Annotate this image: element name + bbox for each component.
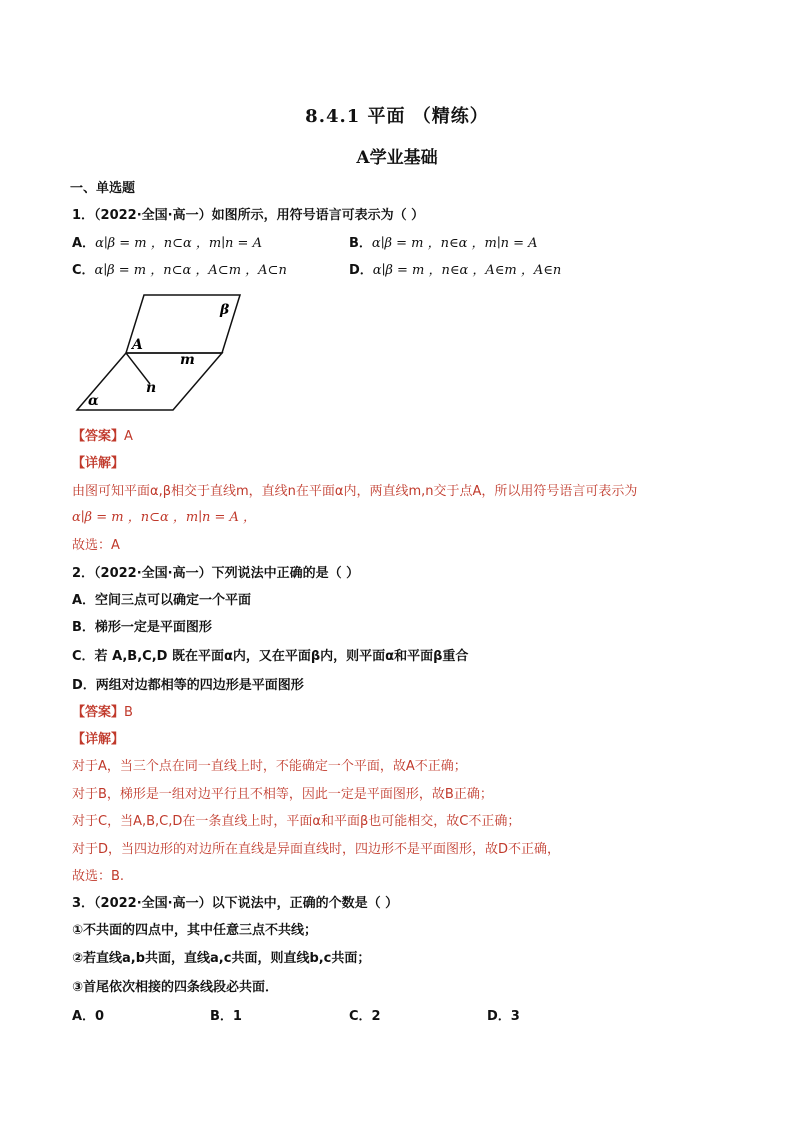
q3-statement-3: ③首尾依次相接的四条线段必共面． (72, 980, 279, 995)
option-text: α∣β = m ，n⊂α ，A⊂m ，A⊂n (94, 263, 287, 278)
answer-label: 【答案】 (72, 429, 125, 444)
q2-detail-line: 对于A，当三个点在同一直线上时，不能确定一个平面，故A不正确； (72, 759, 467, 774)
option-letter: B． (349, 236, 372, 251)
option-text: α∣β = m ，n∈α ，m∣n = A (371, 236, 538, 251)
q1-option-b (349, 237, 538, 250)
q3-statement-1: ①不共面的四点中，其中任意三点不共线； (72, 923, 318, 938)
q1-answer (72, 430, 133, 443)
q3-option-c: C．2 (349, 1009, 381, 1024)
q2-option-c: C．若 A,B,C,D 既在平面α内，又在平面β内，则平面α和平面β重合 (72, 649, 469, 664)
answer-value: B (124, 705, 133, 720)
q2-detail-label: 【详解】 (72, 732, 125, 747)
option-letter: C． (72, 263, 95, 278)
label-m: m (180, 352, 195, 368)
option-text: α∣β = m ，n∈α ，A∈m ，A∈n (372, 263, 562, 278)
option-text: α∣β = m ，n⊂α ，m∣n = A (95, 236, 262, 251)
q3-statement-2: ②若直线a,b共面，直线a,c共面，则直线b,c共面； (72, 951, 371, 966)
q2-conclusion: 故选：B. (72, 869, 125, 884)
q3-option-d: D．3 (487, 1009, 520, 1024)
question-1-stem: 1．（2022·全国·高一）如图所示，用符号语言可表示为（ ） (72, 208, 425, 223)
q1-option-a (72, 237, 262, 250)
label-n: n (146, 380, 157, 396)
question-3-stem: 3．（2022·全国·高一）以下说法中，正确的个数是（ ） (72, 896, 399, 911)
answer-value: A (124, 429, 133, 444)
answer-label: 【答案】 (72, 705, 125, 720)
q1-conclusion: 故选：A (72, 538, 120, 553)
page-subtitle: A学业基础 (356, 148, 438, 168)
q1-detail-label: 【详解】 (72, 456, 125, 471)
q2-detail-line: 对于D，当四边形的对边所在直线是异面直线时，四边形不是平面图形，故D不正确， (72, 842, 561, 857)
label-alpha: α (88, 393, 99, 409)
option-letter: A． (72, 236, 96, 251)
planes-figure (70, 288, 250, 418)
q3-option-a: A．0 (72, 1009, 105, 1024)
q2-option-a: A．空间三点可以确定一个平面 (72, 593, 252, 608)
q2-option-b: B．梯形一定是平面图形 (72, 620, 212, 635)
q2-answer (72, 706, 133, 719)
section-label: 一、单选题 (70, 181, 136, 196)
label-A: A (132, 337, 143, 353)
q1-option-c (72, 264, 287, 277)
q2-option-d: D．两组对边都相等的四边形是平面图形 (72, 678, 304, 693)
q2-detail-line: 对于C，当A,B,C,D在一条直线上时，平面α和平面β也可能相交，故C不正确； (72, 814, 521, 829)
label-beta: β (220, 302, 230, 318)
q2-detail-line: 对于B，梯形是一组对边平行且不相等，因此一定是平面图形，故B正确； (72, 787, 493, 802)
question-2-stem: 2．（2022·全国·高一）下列说法中正确的是（ ） (72, 566, 360, 581)
q1-detail-line-1: 由图可知平面α,β相交于直线m，直线n在平面α内，两直线m,n交于点A，所以用符号语言可表示为 (72, 484, 638, 499)
q3-option-b: B．1 (210, 1009, 242, 1024)
q1-detail-line-2: α∣β = m ，n⊂α ，m∣n = A ， (72, 510, 257, 525)
option-letter: D． (349, 263, 373, 278)
q1-option-d (349, 264, 561, 277)
page-title: 8.4.1 平面 （精练） (305, 106, 489, 127)
